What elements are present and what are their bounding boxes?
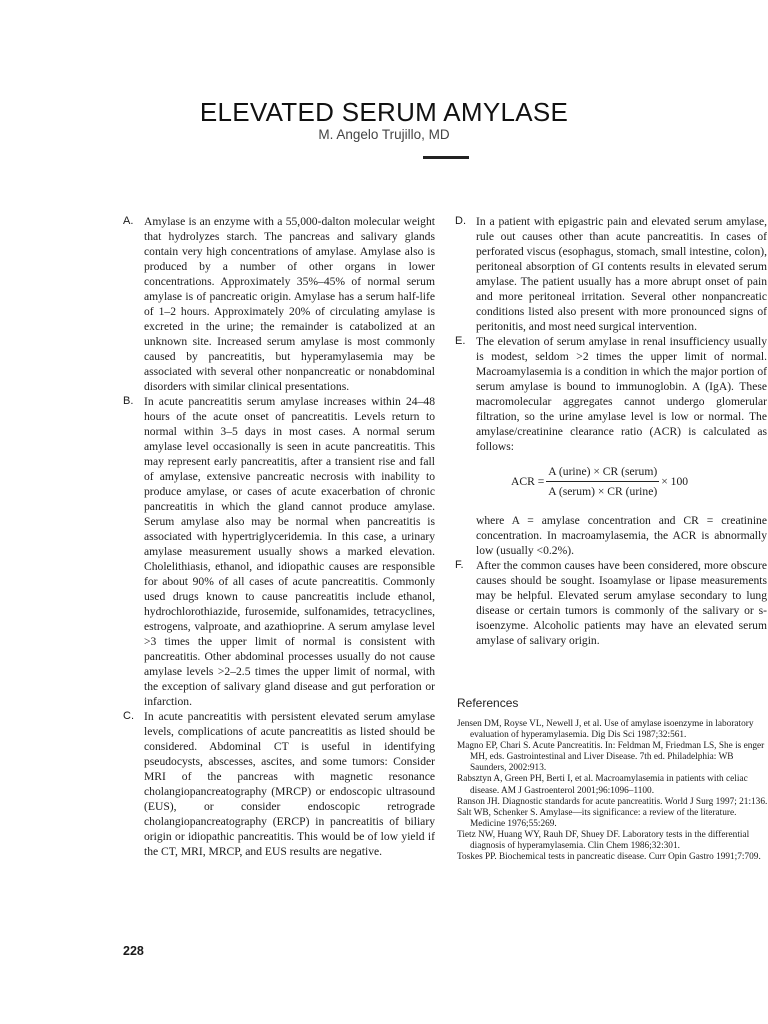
page-number: 228 <box>123 944 144 958</box>
section-a-label: A. <box>123 215 134 227</box>
section-b <box>123 394 435 709</box>
section-e-text: The elevation of serum amylase in renal insufficiency usually is modest, seldom >2 times the upper limit of normal. Macroamylasemia is a condition in which the major portion of serum amylase is bound to immunoglobin. A (IgA). These macromolecular aggregates cannot undergo glomerular filtration, so the urine amylase level is low or normal. The amylase/creatinine clearance ratio (ACR) is calculated as follows: <box>476 335 767 453</box>
section-c-text: In acute pancreatitis with persistent elevated serum amylase levels, complications of acute pancreatitis as listed should be considered. Abdominal CT is useful in identifying pseudocysts, abscesses, ascites, and some tumors: Consider MRI of the pancreas with magnetic resonance cholangiopancreatography (MRCP) or endoscopic ultrasound (EUS), or consider endoscopic retrograde cholangiopancreatography (ERCP) in pancreatitis of biliary origin or idiopathic pancreatitis. This would be of low yield if the CT, MRI, MRCP, and EUS results are negative. <box>144 710 435 858</box>
page-title: ELEVATED SERUM AMYLASE <box>199 97 569 127</box>
section-d-label: D. <box>455 215 466 227</box>
formula-multiplier: × 100 <box>661 475 689 488</box>
section-d-text: In a patient with epigastric pain and elevated serum amylase, rule out causes other than acute pancreatitis. In cases of perforated viscus (esophagus, stomach, small intestine, colon), peritoneal absorption of GI contents results in elevated serum amylase. The patient usually has a more abrupt onset of pain and more peritoneal irritation. Several other nonpancreatic conditions listed also present with more pronounced signs of peritonitis, and most need surgical intervention. <box>476 215 767 333</box>
section-f-text: After the common causes have been considered, more obscure causes should be sought. Isoamylase or lipase measurements may be helpful. Elevated serum amylase secondary to lung disease or certain tumors is commonly of the salivary or s-isoenzyme. Alcoholic patients may have an elevated serum amylase of salivary origin. <box>476 559 767 647</box>
reference-item: Toskes PP. Biochemical tests in pancreatic disease. Curr Opin Gastro 1991;7:709. <box>457 852 761 863</box>
formula-numerator: A (urine) × CR (serum) <box>546 464 659 482</box>
section-f-label: F. <box>455 559 464 571</box>
right-column <box>455 214 767 648</box>
references-heading: References <box>457 696 519 710</box>
section-e <box>455 334 767 454</box>
formula-denominator: A (serum) × CR (urine) <box>548 485 658 498</box>
left-column <box>123 214 435 859</box>
reference-item: Salt WB, Schenker S. Amylase—its significance: a review of the literature. Medicine 1976;55:269. <box>457 807 737 829</box>
section-a-text: Amylase is an enzyme with a 55,000-dalton molecular weight that hydrolyzes starch. The pancreas and salivary glands contain very high concentrations of amylase. Amylase also is produced by a number of other organs in lower concentrations. Approximately 35%–45% of normal serum amylase is of pancreatic origin. Amylase has a serum half-life of 1–2 hours. Approximately 20% of circulating amylase is excreted in the urine; the remainder is catabolized at an unknown site. Increased serum amylase is most commonly caused by pancreatitis, but hyperamylasemia may be associated with several other nonpancreatic or nonabdominal disorders with similar clinical presentations. <box>144 215 435 393</box>
section-f <box>455 558 767 648</box>
reference-item: Rabsztyn A, Green PH, Berti I, et al. Macroamylasemia in patients with celiac disease. AM J Gastroenterol 2001;96:1096–1100. <box>457 774 748 796</box>
reference-item: Ranson JH. Diagnostic standards for acute pancreatitis. World J Surg 1997; 21:136. <box>457 796 768 807</box>
title-rule <box>423 156 469 159</box>
section-c-label: C. <box>123 710 134 722</box>
reference-item: Tietz NW, Huang WY, Rauh DF, Shuey DF. Laboratory tests in the differential diagnosis of hyperamylasemia. Clin Chem 1986;32:301. <box>457 829 750 852</box>
reference-item: Magno EP, Chari S. Acute Pancreatitis. In: Feldman M, Friedman LS, She is enger MH, eds. Gastrointestinal and Liver Disease. 7th ed. Philadelphia: WB Saunders, 2002:913. <box>457 741 765 774</box>
formula-fraction <box>546 464 659 499</box>
section-c <box>123 709 435 859</box>
section-d <box>455 214 767 334</box>
acr-formula <box>511 464 767 499</box>
reference-item: Jensen DM, Royse VL, Newell J, et al. Use of amylase isoenzyme in laboratory evaluation of hyperamylasemia. Dig Dis Sci 1987;32:561. <box>457 719 754 741</box>
section-b-label: B. <box>123 395 134 407</box>
formula-lhs: ACR = <box>511 475 545 488</box>
section-e-label: E. <box>455 335 466 347</box>
section-b-text: In acute pancreatitis serum amylase increases within 24–48 hours of the acute onset of pancreatitis. Levels return to normal within 3–5 days in most cases. A normal serum amylase level occasionally is seen in acute pancreatitis. This may represent early pancreatitis, after a transient rise and fall of amylase, extensive pancreatic necrosis with inability to produce amylase, or cases of acute exacerbation of chronic pancreatitis in which the gland cannot produce amylase. Serum amylase also may be normal when pancreatitis is associated with hypertriglyceridemia. In this case, a urinary amylase measurement usually shows a marked elevation. Cholelithiasis, ethanol, and idiopathic causes are responsible for about 90% of all cases of acute pancreatitis. Commonly used drugs known to cause pancreatitis include ethanol, hydrochlorothiazide, furosemide, sulfonamides, tetracyclines, estrogens, valproate, and azathioprine. A serum amylase level >3 times the upper limit of normal is consistent with pancreatitis. Other abdominal processes usually do not cause amylase levels >2–2.5 times the upper limit of normal, with the exception of salivary gland disease and gut perforation or infarction. <box>144 395 435 708</box>
section-e-continuation: where A = amylase concentration and CR = creatinine concentration. In macroamylasemia, the ACR is abnormally low (usually <0.2%). <box>476 514 767 557</box>
section-a <box>123 214 435 394</box>
references-list <box>457 719 768 863</box>
author-name: M. Angelo Trujillo, MD <box>318 127 450 142</box>
